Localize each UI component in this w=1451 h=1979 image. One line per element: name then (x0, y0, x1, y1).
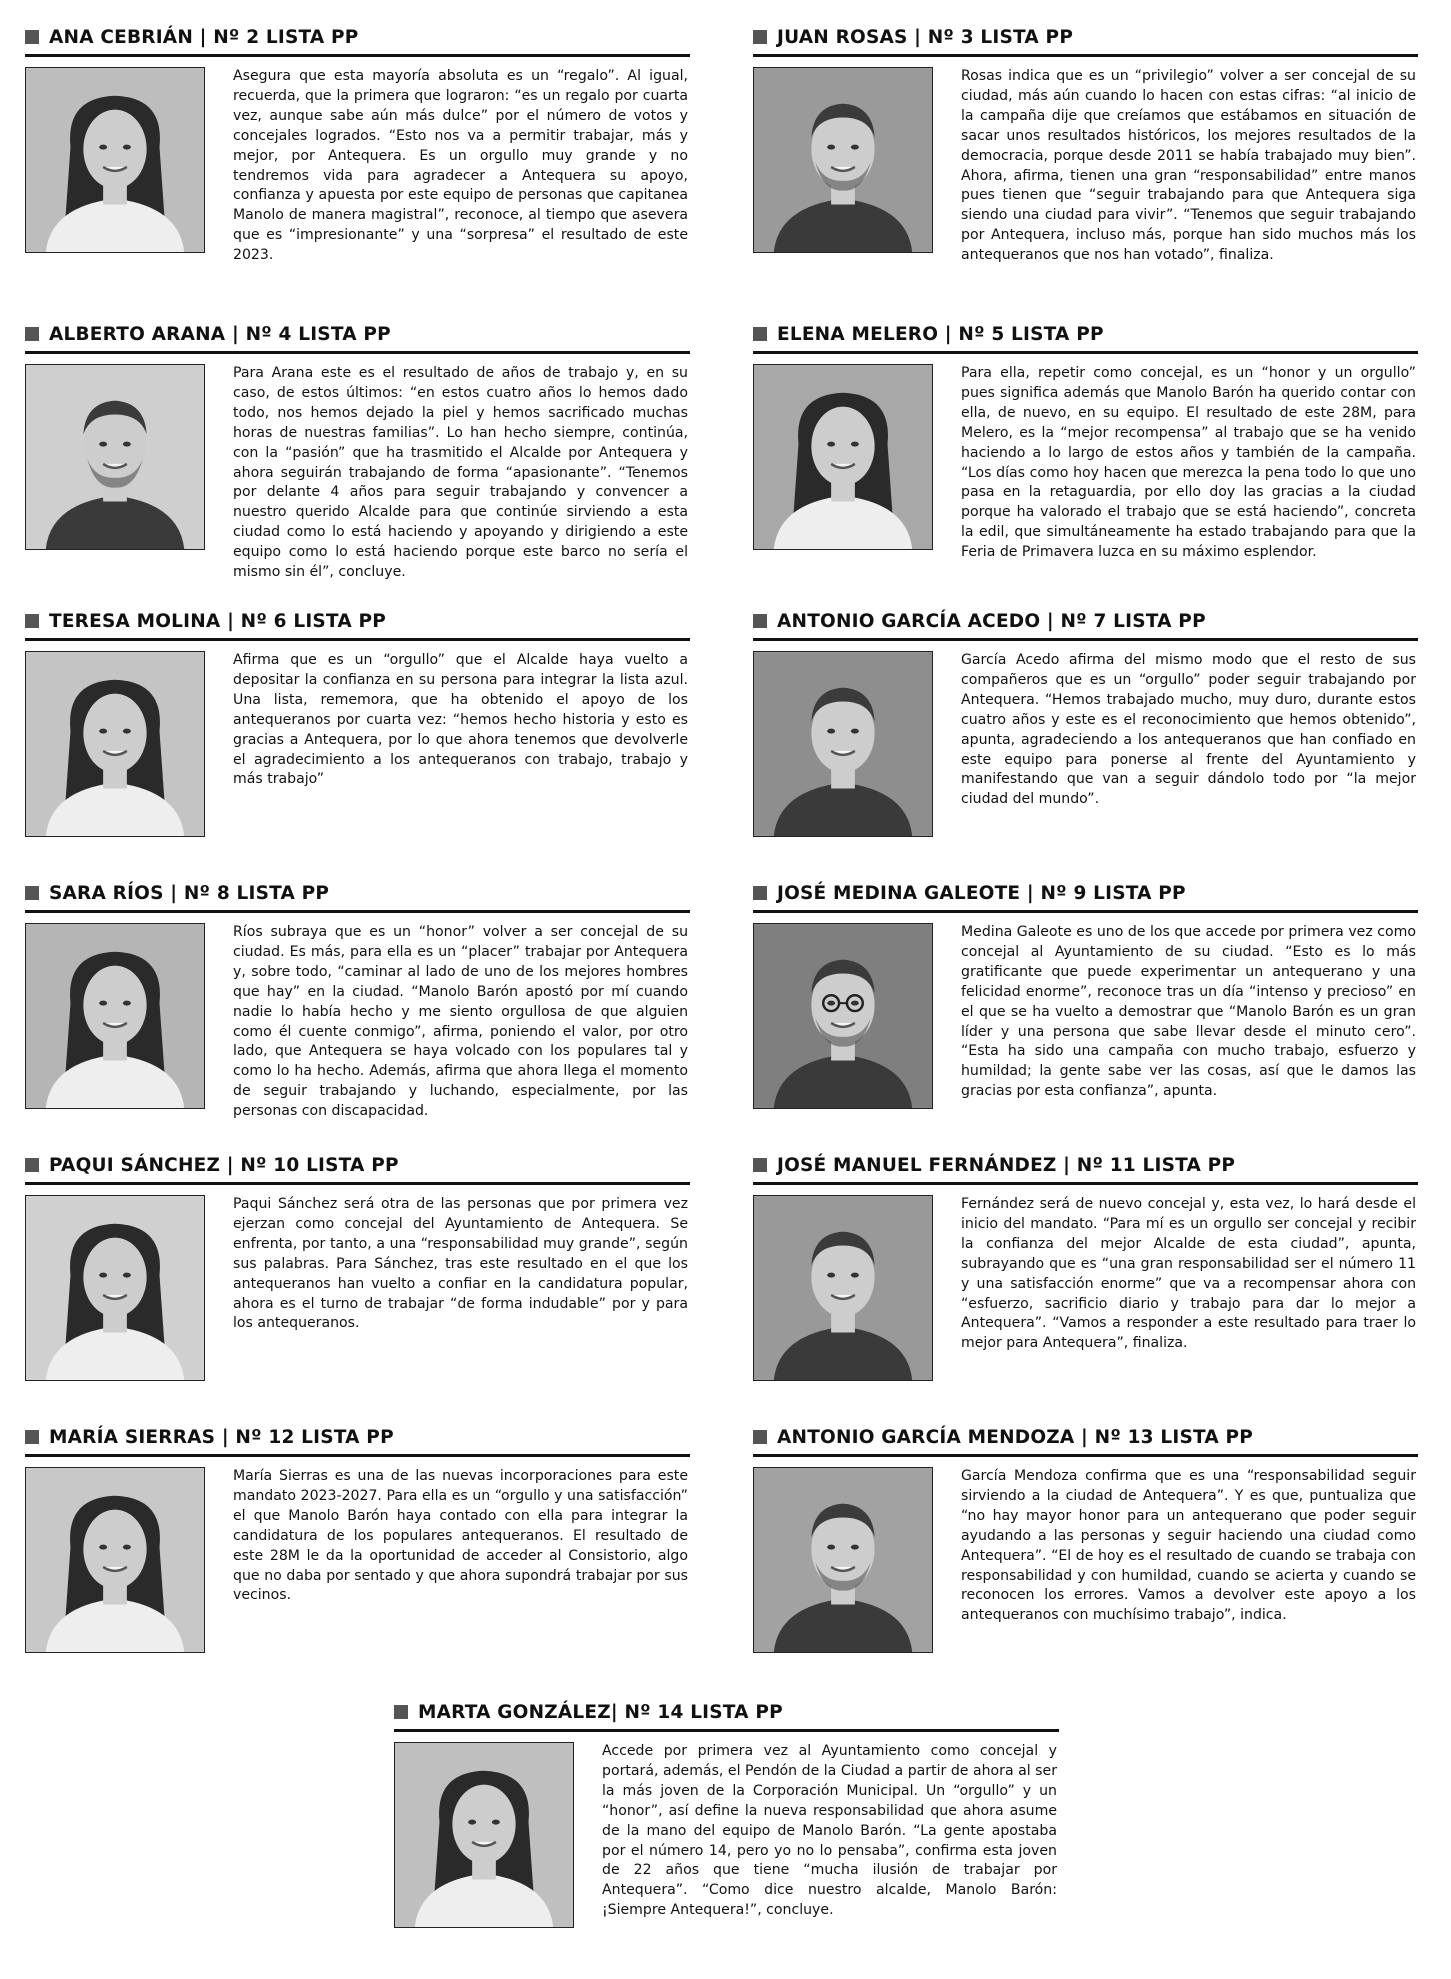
square-bullet-icon (753, 1158, 767, 1172)
profile-header (25, 1150, 690, 1185)
profile-text: Asegura que esta mayoría absoluta es un “regalo”. Al igual, recuerda, que la primera que lograron: “es un regalo por cuarta vez, aunque sabe aún más dulce” por el número de votos y concejales logrados. “Esto nos va a permitir trabajar, más y mejor, por Antequera. Es un orgullo muy grande y no tendremos vida para agradecer a Antequera su apoyo, confianza y apuesta por este equipo de personas que capitanea Manolo de manera magistral”, reconoce, al tiempo que asevera que es “impresionante” y una “sorpresa” el resultado de este 2023. (233, 68, 688, 264)
profile-card (25, 1422, 690, 1653)
profile-text: García Mendoza confirma que es una “responsabilidad seguir sirviendo a la ciudad de Antequera”. Y es que, puntualiza que “no hay mayor honor para un antequerano que poder seguir ayudando a las personas y seguir haciendo una ciudad como Antequera”. “El de hoy es el resultado de cuando se trabaja con responsabilidad y con humildad, cuando se acierta y cuando se reconocen los errores. Vamos a devolver este apoyo a los antequeranos con muchísimo trabajo”, indica. (961, 1468, 1416, 1624)
square-bullet-icon (25, 886, 39, 900)
profile-text: María Sierras es una de las nuevas incorporaciones para este mandato 2023-2027. Para ella es un “orgullo y una satisfacción” el que Manolo Barón haya contado con ella para integrar la candidatura de los populares antequeranos. El resultado de este 28M le da la oportunidad de acceder al Consistorio, algo que no daba por sentado y que ahora supondrá trabajar por sus vecinos. (233, 1468, 688, 1604)
profile-text: Accede por primera vez al Ayuntamiento como concejal y portará, además, el Pendón de la Ciudad a partir de ahora al ser la más joven de la Corporación Municipal. Un “orgullo” y un “honor”, así define la nueva responsabilidad que ahora asume de la mano del equipo de Manolo Barón. “La gente apostaba por el número 14, pero yo no lo pensaba”, confirma esta joven de 22 años que tiene “mucha ilusión de trabajar por Antequera”. “Como dice nuestro alcalde, Manolo Barón:¡Siempre Antequera!”, concluye. (602, 1743, 1057, 1919)
profile-body (753, 364, 1418, 563)
profile-card (753, 1150, 1418, 1381)
profile-name: ANTONIO GARCÍA MENDOZA | Nº 13 LISTA PP (777, 1426, 1254, 1448)
profile-body (753, 923, 1418, 1109)
profile-name: JUAN ROSAS | Nº 3 LISTA PP (777, 26, 1074, 48)
profile-body (394, 1742, 1059, 1928)
profile-card (25, 22, 690, 266)
portrait-photo (753, 67, 933, 253)
square-bullet-icon (25, 327, 39, 341)
profile-text: Para ella, repetir como concejal, es un “honor y un orgullo” pues significa además que Manolo Barón ha querido contar con ella, de nuevo, en su equipo. El resultado de este 28M, para Melero, es la “mejor recompensa” al trabajo que se ha venido haciendo a lo largo de estos años y también de la campaña. “Los días como hoy hacen que merezca la pena todo lo que uno pasa en la retaguardia, por ello doy las gracias a la ciudad porque ha valorado el trabajo que se está haciendo”, concreta la edil, que simultáneamente ha estado trabajando para que la Feria de Primavera luzca en su máximo esplendor. (961, 365, 1416, 561)
profile-body (753, 1195, 1418, 1381)
profile-header (25, 319, 690, 354)
profile-body (25, 1195, 690, 1381)
profile-header (753, 606, 1418, 641)
portrait-photo (753, 364, 933, 550)
square-bullet-icon (753, 886, 767, 900)
square-bullet-icon (25, 1158, 39, 1172)
profile-text: Afirma que es un “orgullo” que el Alcalde haya vuelto a depositar la confianza en su persona para integrar la lista azul. Una lista, rememora, que ha obtenido el apoyo de los antequeranos por cuarta vez: “hemos hecho historia y esto es gracias a Antequera, por lo que ahora tenemos que devolverle el agradecimiento a los antequeranos con trabajo, trabajo y más trabajo” (233, 652, 688, 788)
portrait-photo (394, 1742, 574, 1928)
portrait-photo (25, 923, 205, 1109)
profile-card (25, 878, 690, 1122)
profile-body (25, 923, 690, 1122)
profile-card (753, 1422, 1418, 1653)
profile-header (394, 1697, 1059, 1732)
profile-body (753, 67, 1418, 266)
profile-name: ANTONIO GARCÍA ACEDO | Nº 7 LISTA PP (777, 610, 1206, 632)
profile-card (394, 1697, 1059, 1928)
profile-name: ELENA MELERO | Nº 5 LISTA PP (777, 323, 1104, 345)
profile-text: García Acedo afirma del mismo modo que el resto de sus compañeros que es un “orgullo” poder seguir trabajando por Antequera. “Hemos trabajado mucho, muy duro, durante estos cuatro años y este es el reconocimiento que hemos obtenido”, apunta, agradeciendo a los antequeranos que han confiado en este equipo para ponerse al frente del Ayuntamiento y manifestando que van a seguir dándolo todo por “la mejor ciudad del mundo”. (961, 652, 1416, 808)
profile-name: JOSÉ MANUEL FERNÁNDEZ | Nº 11 LISTA PP (777, 1154, 1236, 1176)
portrait-photo (25, 1467, 205, 1653)
portrait-photo (25, 651, 205, 837)
profile-header (25, 878, 690, 913)
portrait-photo (753, 1467, 933, 1653)
profile-name: PAQUI SÁNCHEZ | Nº 10 LISTA PP (49, 1154, 399, 1176)
square-bullet-icon (753, 327, 767, 341)
profile-header (25, 22, 690, 57)
profile-card (25, 1150, 690, 1381)
square-bullet-icon (25, 614, 39, 628)
profile-text: Para Arana este es el resultado de años de trabajo y, en su caso, de estos últimos: “en estos cuatro años lo hemos dado todo, nos hemos dejado la piel y hemos sacrificado muchas horas de nuestras familias”. Lo han hecho siempre, continúa, con la “pasión” que ha trasmitido el Alcalde por Antequera y ahora seguirán trabajando de forma “apasionante”. “Tenemos por delante 4 años para seguir trabajando y convencer a nuestro querido Alcalde para que continúe sirviendo a esta ciudad como lo está haciendo y apoyando y dirigiendo a este equipo como lo está haciendo porque este barco no sería el mismo sin él”, concluye. (233, 365, 688, 581)
profile-name: MARTA GONZÁLEZ| Nº 14 LISTA PP (418, 1701, 783, 1723)
profile-body (25, 651, 690, 837)
profile-header (25, 1422, 690, 1457)
profile-header (753, 22, 1418, 57)
square-bullet-icon (753, 30, 767, 44)
profile-name: ANA CEBRIÁN | Nº 2 LISTA PP (49, 26, 359, 48)
portrait-photo (753, 923, 933, 1109)
portrait-photo (753, 651, 933, 837)
profile-header (25, 606, 690, 641)
profile-name: ALBERTO ARANA | Nº 4 LISTA PP (49, 323, 391, 345)
profile-body (25, 364, 690, 583)
profile-text: Medina Galeote es uno de los que accede por primera vez como concejal al Ayuntamiento de su ciudad. “Esto es lo más gratificante que puede experimentar un antequerano y una felicidad enorme”, reconoce tras un día “intenso y precioso” en el que se ha vuelto a demostrar que “Manolo Barón es un gran líder y una persona que sabe llevar desde el minuto cero”. “Esta ha sido una campaña con mucho trabajo, esfuerzo y humildad; la gente sabe ver las cosas, así que le damos las gracias por esta confianza”, apunta. (961, 924, 1416, 1100)
profile-header (753, 1422, 1418, 1457)
profile-text: Fernández será de nuevo concejal y, esta vez, lo hará desde el inicio del mandato. “Para mí es un orgullo ser concejal y recibir la confianza del mejor Alcalde de esta ciudad”, apunta, subrayando que es “una gran responsabilidad ser el número 11 y una satisfacción enorme” que va a recompensar ahora con “esfuerzo, sacrificio diario y trabajo para dar lo mejor a Antequera”. “Vamos a responder a este resultado para traer lo mejor para Antequera”, finaliza. (961, 1196, 1416, 1352)
profile-text: Paqui Sánchez será otra de las personas que por primera vez ejerzan como concejal del Ayuntamiento de Antequera. Se enfrenta, por tanto, a una “responsabilidad muy grande”, según sus palabras. Para Sánchez, tras este resultado en el que los antequeranos han vuelto a confiar en la candidatura popular, ahora es el turno de trabajar “de forma indudable” por y para los antequeranos. (233, 1196, 688, 1332)
profile-name: TERESA MOLINA | Nº 6 LISTA PP (49, 610, 386, 632)
square-bullet-icon (394, 1705, 408, 1719)
profile-body (25, 1467, 690, 1653)
portrait-photo (25, 67, 205, 253)
profile-card (25, 319, 690, 583)
portrait-photo (25, 364, 205, 550)
profile-header (753, 1150, 1418, 1185)
profile-card (753, 22, 1418, 266)
profile-body (25, 67, 690, 266)
square-bullet-icon (753, 1430, 767, 1444)
square-bullet-icon (25, 1430, 39, 1444)
profile-card (753, 606, 1418, 837)
profile-card (753, 319, 1418, 563)
square-bullet-icon (25, 30, 39, 44)
profile-body (753, 1467, 1418, 1653)
profile-header (753, 878, 1418, 913)
profile-body (753, 651, 1418, 837)
square-bullet-icon (753, 614, 767, 628)
profile-header (753, 319, 1418, 354)
profile-card (25, 606, 690, 837)
profile-name: JOSÉ MEDINA GALEOTE | Nº 9 LISTA PP (777, 882, 1186, 904)
profile-text: Rosas indica que es un “privilegio” volver a ser concejal de su ciudad, más aún cuando lo hacen con estas cifras: “al inicio de la campaña dije que creíamos que estábamos en situación de sacar unos resultados históricos, los mejores resultados de la democracia, porque desde 2011 se había trabajado muy bien”. Ahora, afirma, tienen una gran “responsabilidad” entre manos pues tienen que “seguir trabajando para que Antequera siga siendo una ciudad para vivir”. “Tenemos que seguir trabajando por Antequera, incluso más, porque han sido muchos más los antequeranos que nos han votado”, finaliza. (961, 68, 1416, 264)
portrait-photo (753, 1195, 933, 1381)
profile-text: Ríos subraya que es un “honor” volver a ser concejal de su ciudad. Es más, para ella es un “placer” trabajar por Antequera y, sobre todo, “caminar al lado de uno de los mejores hombres que hay” en la ciudad. “Manolo Barón apostó por mí cuando nadie lo había hecho y me siento orgullosa de que alguien como él cuente conmigo”, afirma, poniendo el valor, por otro lado, que Antequera se haya volcado con los populares tal y como lo ha hecho. Además, afirma que ahora llega el momento de seguir trabajando y luchando, especialmente, por las personas con discapacidad. (233, 924, 688, 1120)
profile-name: MARÍA SIERRAS | Nº 12 LISTA PP (49, 1426, 394, 1448)
portrait-photo (25, 1195, 205, 1381)
profile-card (753, 878, 1418, 1109)
profile-name: SARA RÍOS | Nº 8 LISTA PP (49, 882, 330, 904)
